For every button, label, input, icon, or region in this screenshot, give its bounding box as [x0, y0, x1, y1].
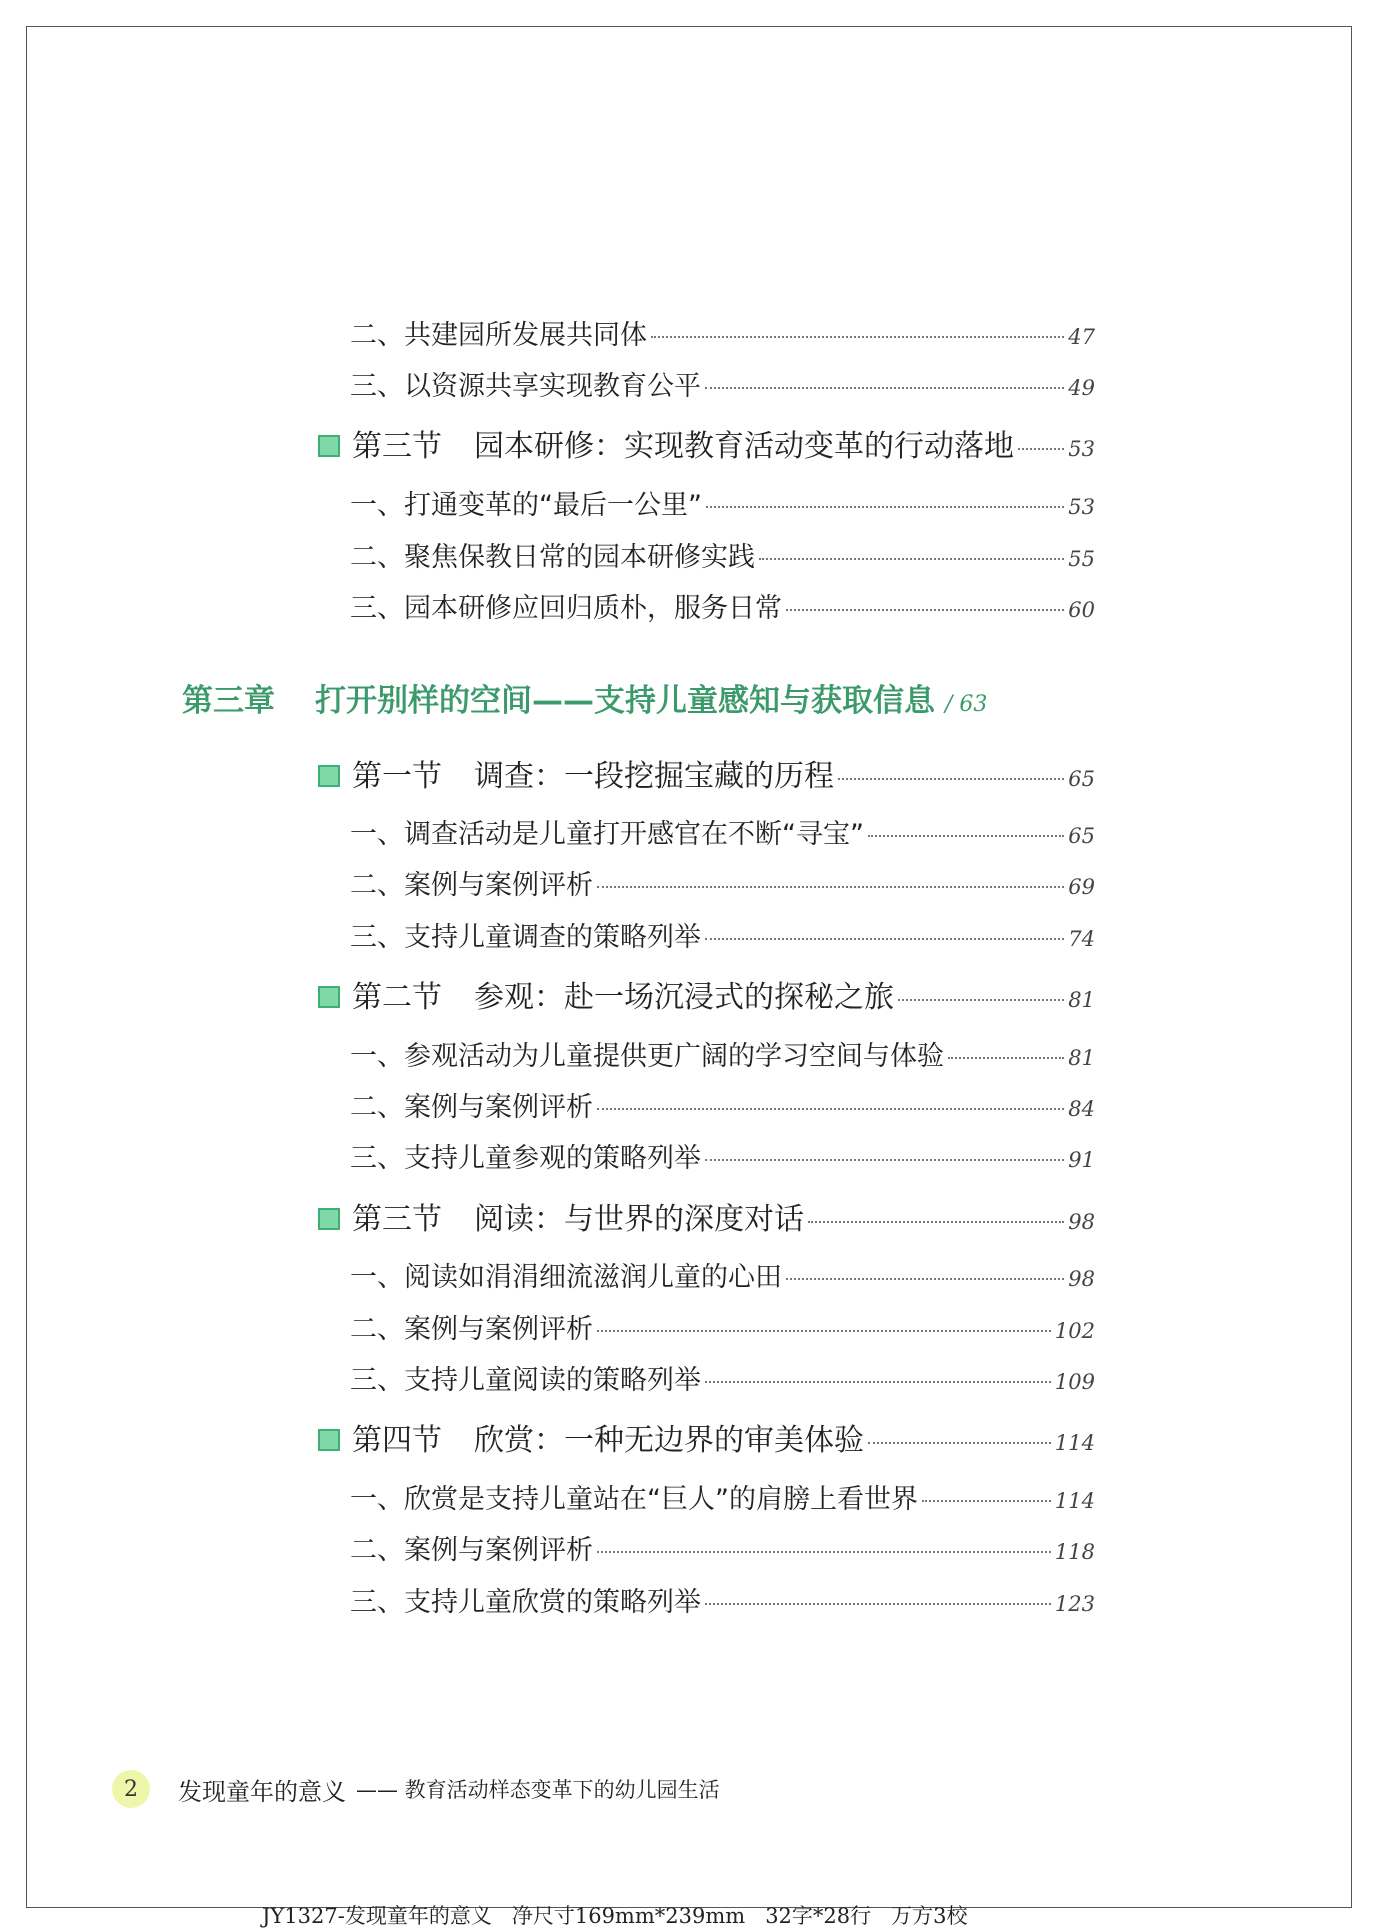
toc-item-label: 一、欣赏是支持儿童站在“巨人”的肩膀上看世界 [350, 1484, 918, 1515]
section-page: 98 [1068, 1210, 1095, 1234]
toc-item-page: 118 [1054, 1540, 1095, 1564]
dot-leader [597, 1330, 1051, 1332]
dot-leader [651, 336, 1064, 338]
toc-item-label: 三、支持儿童阅读的策略列举 [350, 1365, 701, 1396]
green-square-icon [318, 1429, 340, 1451]
dot-leader [786, 609, 1064, 611]
toc-item-page: 98 [1068, 1267, 1095, 1291]
toc-item-label: 二、案例与案例评析 [350, 870, 593, 901]
toc-item[interactable] [350, 1255, 1095, 1294]
toc-item-label: 三、支持儿童调查的策略列举 [350, 922, 701, 953]
dot-leader [706, 506, 1064, 508]
section-title: 调查：一段挖掘宝藏的历程 [474, 759, 834, 794]
green-square-icon [318, 986, 340, 1008]
toc-item[interactable] [350, 812, 1095, 851]
dot-leader [838, 778, 1064, 780]
toc-item-page: 109 [1054, 1370, 1095, 1394]
toc-item[interactable] [350, 313, 1095, 352]
toc-section[interactable] [318, 421, 1095, 465]
section-title: 欣赏：一种无边界的审美体验 [474, 1423, 864, 1458]
toc-item-page: 74 [1068, 927, 1095, 951]
toc-item-page: 49 [1068, 376, 1095, 400]
toc-section[interactable] [318, 1415, 1095, 1459]
toc-item[interactable] [350, 863, 1095, 902]
section-title: 阅读：与世界的深度对话 [474, 1202, 804, 1237]
toc-item-page: 65 [1068, 824, 1095, 848]
toc-item-page: 123 [1054, 1592, 1095, 1616]
section-number: 第二节 [352, 980, 442, 1015]
book-title: 发现童年的意义 [178, 1777, 346, 1806]
toc-item[interactable] [350, 483, 1095, 522]
dot-leader [898, 999, 1064, 1001]
toc-item-page: 69 [1068, 875, 1095, 899]
dot-leader [705, 387, 1064, 389]
book-subtitle: —— 教育活动样态变革下的幼儿园生活 [356, 1778, 720, 1802]
toc-item[interactable] [350, 535, 1095, 574]
dot-leader [868, 835, 1064, 837]
toc-item[interactable] [350, 1477, 1095, 1516]
toc-item-label: 一、参观活动为儿童提供更广阔的学习空间与体验 [350, 1041, 944, 1072]
toc-item[interactable] [350, 586, 1095, 625]
toc-item-page: 114 [1054, 1489, 1095, 1513]
chapter-page: / 63 [945, 692, 988, 717]
dot-leader [1018, 448, 1064, 450]
dot-leader [786, 1278, 1064, 1280]
green-square-icon [318, 765, 340, 787]
toc-item-page: 91 [1068, 1148, 1095, 1172]
toc-section[interactable] [318, 972, 1095, 1016]
toc-item-page: 81 [1068, 1046, 1095, 1070]
toc-item-label: 一、调查活动是儿童打开感官在不断“寻宝” [350, 819, 864, 850]
dot-leader [597, 1551, 1051, 1553]
section-number: 第一节 [352, 759, 442, 794]
toc-item[interactable] [350, 1136, 1095, 1175]
toc-item-page: 102 [1054, 1319, 1095, 1343]
section-page: 53 [1068, 437, 1095, 461]
dot-leader [597, 1108, 1064, 1110]
toc-item-page: 47 [1068, 325, 1095, 349]
toc-item-page: 60 [1068, 598, 1095, 622]
toc-item[interactable] [350, 915, 1095, 954]
toc-item-label: 三、支持儿童参观的策略列举 [350, 1143, 701, 1174]
toc-item-label: 一、阅读如涓涓细流滋润儿童的心田 [350, 1262, 782, 1293]
dot-leader [705, 1381, 1051, 1383]
section-number: 第三节 [352, 1202, 442, 1237]
toc-chapter[interactable] [182, 675, 1082, 720]
dot-leader [759, 558, 1064, 560]
toc-item-label: 三、园本研修应回归质朴，服务日常 [350, 593, 782, 624]
dot-leader [705, 1603, 1051, 1605]
section-page: 81 [1068, 988, 1095, 1012]
toc-item[interactable] [350, 364, 1095, 403]
toc-item[interactable] [350, 1580, 1095, 1619]
toc-item-label: 二、案例与案例评析 [350, 1092, 593, 1123]
section-number: 第三节 [352, 429, 442, 464]
dot-leader [922, 1500, 1051, 1502]
print-info: JY1327-发现童年的意义 净尺寸169mm*239mm 32字*28行 万方3校 [262, 1904, 968, 1928]
chapter-title: 打开别样的空间——支持儿童感知与获取信息 [315, 683, 935, 719]
toc-item-label: 一、打通变革的“最后一公里” [350, 490, 702, 521]
section-page: 114 [1054, 1431, 1095, 1455]
section-page: 65 [1068, 767, 1095, 791]
toc-item[interactable] [350, 1528, 1095, 1567]
toc-item-label: 二、共建园所发展共同体 [350, 320, 647, 351]
page-number-badge: 2 [112, 1770, 150, 1808]
dot-leader [705, 938, 1064, 940]
dot-leader [597, 886, 1064, 888]
chapter-number: 第三章 [182, 683, 275, 719]
toc-item-label: 三、支持儿童欣赏的策略列举 [350, 1587, 701, 1618]
toc-item-page: 53 [1068, 495, 1095, 519]
toc-section[interactable] [318, 1194, 1095, 1238]
toc-item-label: 二、案例与案例评析 [350, 1535, 593, 1566]
green-square-icon [318, 435, 340, 457]
toc-item-label: 二、聚焦保教日常的园本研修实践 [350, 542, 755, 573]
toc-item[interactable] [350, 1358, 1095, 1397]
toc-item-label: 三、以资源共享实现教育公平 [350, 371, 701, 402]
green-square-icon [318, 1208, 340, 1230]
toc-section[interactable] [318, 751, 1095, 795]
dot-leader [705, 1159, 1064, 1161]
dot-leader [868, 1442, 1051, 1444]
toc-item[interactable] [350, 1034, 1095, 1073]
toc-item-label: 二、案例与案例评析 [350, 1314, 593, 1345]
toc-item-page: 84 [1068, 1097, 1095, 1121]
toc-item-page: 55 [1068, 547, 1095, 571]
section-title: 参观：赴一场沉浸式的探秘之旅 [474, 980, 894, 1015]
section-number: 第四节 [352, 1423, 442, 1458]
section-title: 园本研修：实现教育活动变革的行动落地 [474, 429, 1014, 464]
dot-leader [948, 1057, 1064, 1059]
toc-item[interactable] [350, 1085, 1095, 1124]
dot-leader [808, 1221, 1064, 1223]
toc-item[interactable] [350, 1307, 1095, 1346]
running-footer [112, 1770, 720, 1808]
